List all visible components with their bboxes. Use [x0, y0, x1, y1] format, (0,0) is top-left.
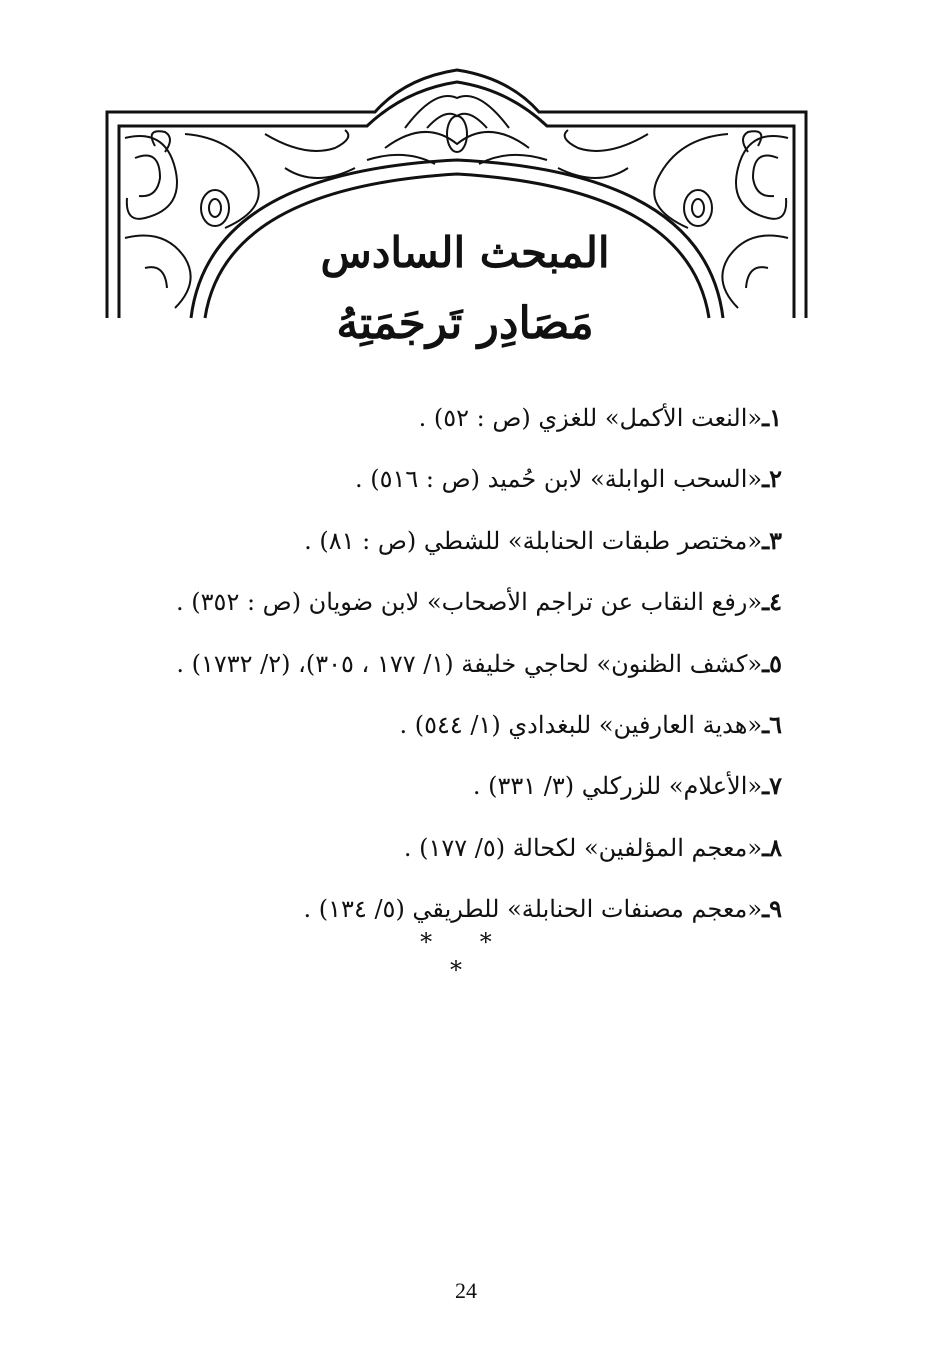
list-item — [82, 457, 782, 518]
sources-list — [82, 396, 782, 949]
page-number: 24 — [455, 1278, 477, 1303]
list-item — [82, 642, 782, 703]
item-number: ٦ـ — [762, 709, 782, 739]
item-text: «معجم مصنفات الحنابلة» للطريقي (٥/ ١٣٤) . — [303, 895, 763, 924]
item-text: «هدية العارفين» للبغدادي (١/ ٥٤٤) . — [399, 710, 763, 739]
section-title: المبحث السادس — [320, 228, 610, 277]
item-number: ٥ـ — [762, 648, 782, 678]
list-item — [82, 580, 782, 641]
item-text: «الأعلام» للزركلي (٣/ ٣٣١) . — [472, 772, 763, 801]
list-item — [82, 826, 782, 887]
list-item — [82, 764, 782, 825]
item-number: ٩ـ — [762, 894, 782, 924]
list-item — [82, 396, 782, 457]
item-text: «كشف الظنون» لحاجي خليفة (١/ ١٧٧ ، ٣٠٥)، (٢/ ١٧٣٢) . — [176, 649, 763, 678]
section-separator: * * * — [420, 928, 512, 984]
item-number: ٨ـ — [762, 832, 782, 862]
item-number: ٧ـ — [762, 771, 782, 801]
item-number: ٤ـ — [762, 587, 782, 617]
item-number: ١ـ — [762, 403, 782, 432]
item-text: «السحب الوابلة» لابن حُميد (ص : ٥١٦) . — [355, 465, 763, 494]
list-item — [82, 519, 782, 580]
item-text: «معجم المؤلفين» لكحالة (٥/ ١٧٧) . — [403, 833, 763, 862]
item-text: «رفع النقاب عن تراجم الأصحاب» لابن ضويان (ص : ٣٥٢) . — [176, 588, 763, 617]
decorative-header-frame — [105, 68, 808, 320]
item-text: «النعت الأكمل» للغزي (ص : ٥٢) . — [418, 404, 763, 432]
item-text: «مختصر طبقات الحنابلة» للشطي (ص : ٨١) . — [304, 526, 763, 555]
list-item — [82, 703, 782, 764]
item-number: ٣ـ — [762, 525, 782, 555]
item-number: ٢ـ — [762, 464, 782, 494]
section-subtitle: مَصَادِر تَرجَمَتِهُ — [336, 298, 594, 349]
